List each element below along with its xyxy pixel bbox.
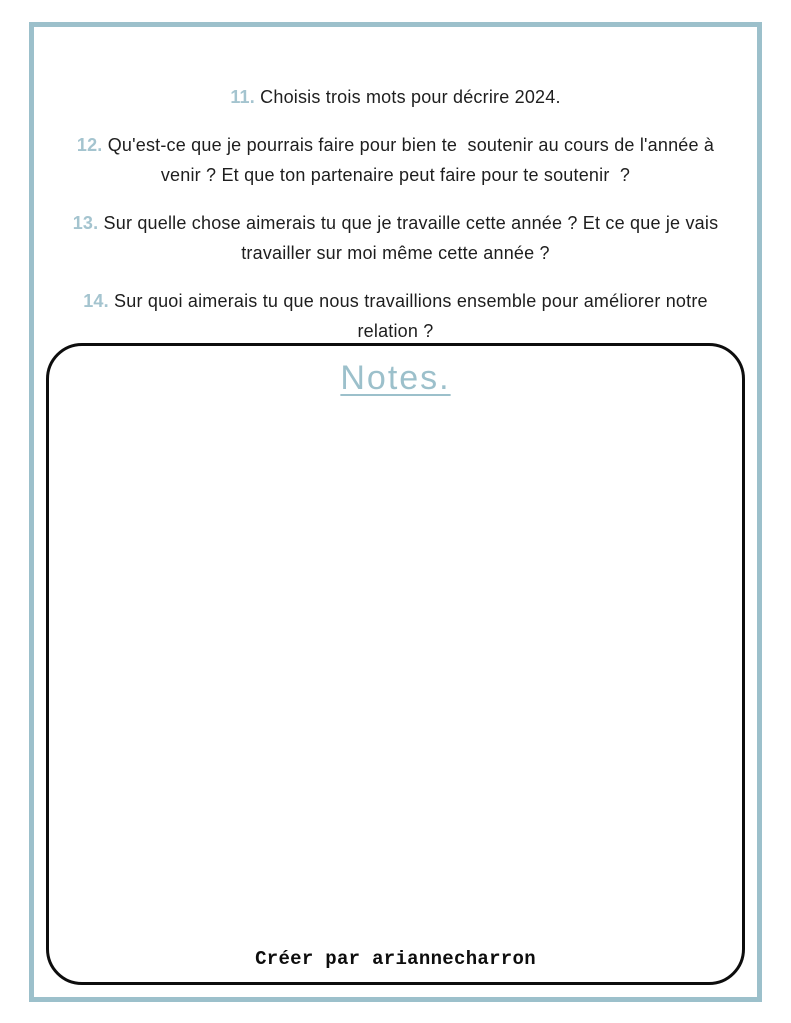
question-12-line-2: venir ? Et que ton partenaire peut faire pour te soutenir ? (160, 165, 631, 185)
question-13-line-2: travailler sur moi même cette année ? (241, 243, 550, 263)
question-14-text: Sur quoi aimerais tu que nous travaillions ensemble pour améliorer notre (114, 291, 708, 311)
question-12-line-1 (40, 130, 751, 160)
notes-heading: Notes. (340, 359, 451, 397)
question-11-line-1 (40, 82, 751, 112)
question-12-text: Qu'est-ce que je pourrais faire pour bien te soutenir au cours de l'année à (107, 135, 715, 155)
notes-writing-area (69, 416, 722, 932)
question-11-number: 11. (230, 87, 255, 107)
question-14-line-2: relation ? (357, 321, 434, 341)
notes-box (46, 343, 745, 985)
question-13-text: Sur quelle chose aimerais tu que je travaille cette année ? Et ce que je vais (103, 213, 719, 233)
question-13-number: 13. (72, 213, 99, 233)
question-11 (40, 82, 751, 112)
question-13 (40, 208, 751, 268)
question-12 (40, 130, 751, 190)
question-11-text: Choisis trois mots pour décrire 2024. (260, 87, 561, 107)
question-14-number: 14. (83, 291, 109, 311)
questions-list (40, 82, 751, 364)
question-13-line-1 (40, 208, 751, 238)
credit-line: Créer par ariannecharron (255, 948, 536, 970)
question-12-number: 12. (76, 135, 103, 155)
question-14 (40, 286, 751, 346)
question-14-line-1 (40, 286, 751, 316)
